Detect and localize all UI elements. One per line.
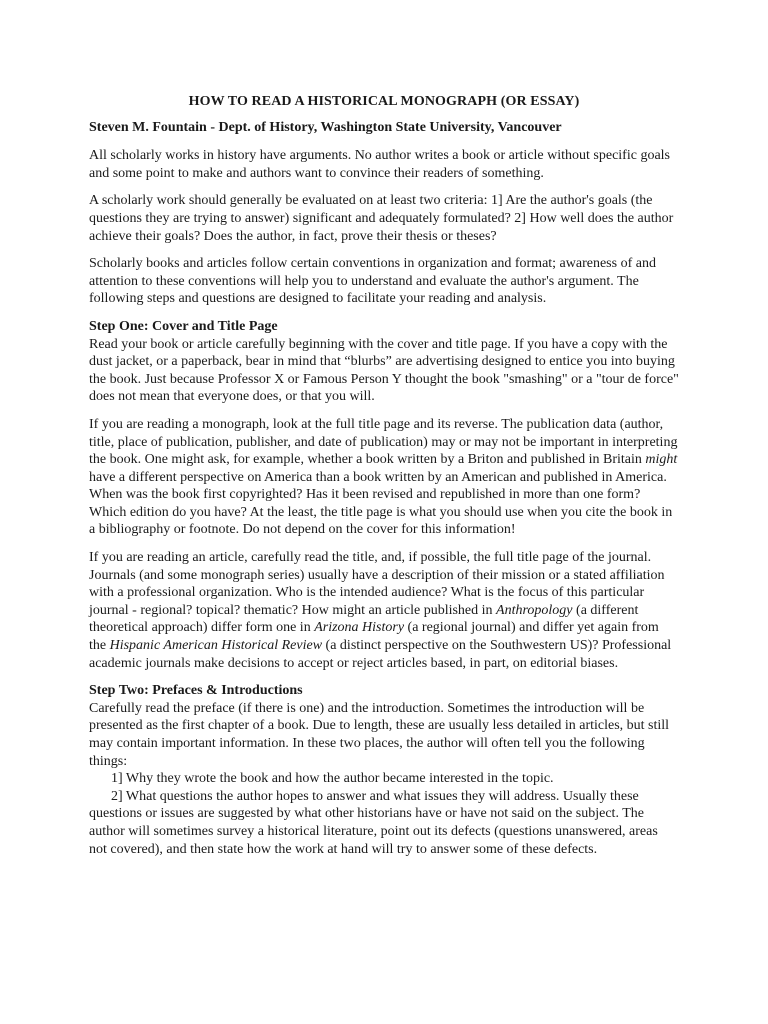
- text-run: If you are reading an article, carefully read the title, and, if possible, the full title page of the journal. Journals (and some monograph series) usually have a description of their mission or a stated affiliation with a professional organization. Who is the intended audience? What is the focus of this particular journal - regional? topical? thematic? How might an article published in: [89, 550, 665, 618]
- journal-title-anthropology: Anthropology: [496, 602, 573, 618]
- text-run: (a regional journal) and differ yet again from the: [89, 620, 659, 654]
- step-one-section: [89, 318, 679, 672]
- text-run: have a different perspective on America than a book written by an American and published in America. When was the book first copyrighted? Has it been revised and republished in more than one form? Which edition do you have? At the least, the title page is what you should use when you cite the book in a bibliography or footnote. Do not depend on the cover for this information!: [89, 469, 673, 538]
- step-two-paragraph-1: Carefully read the preface (if there is one) and the introduction. Sometimes the introduction will be presented as the first chapter of a book. Due to length, these are usually less detailed in articles, but still may contain important information. In these two places, the author will often tell you the following things:: [89, 700, 670, 769]
- intro-paragraph-2: A scholarly work should generally be evaluated on at least two criteria: 1] Are the author's goals (the questions they are trying to answer) significant and adequately formulated? 2] How well does the author achieve their goals? Does the author, in fact, prove their thesis or theses?: [89, 193, 674, 244]
- text-run: If you are reading a monograph, look at the full title page and its reverse. The publication data (author, title, place of publication, publisher, and date of publication) may or may not be important in interpreting the book. One might ask, for example, whether a book written by a Briton and published in Britain: [89, 416, 678, 468]
- journal-title-arizona-history: Arizona History: [314, 620, 405, 636]
- author-byline: Steven M. Fountain - Dept. of History, Washington State University, Vancouver: [89, 119, 562, 135]
- document-title: HOW TO READ A HISTORICAL MONOGRAPH (OR ESSAY): [188, 94, 580, 109]
- intro-paragraph-1: All scholarly works in history have arguments. No author writes a book or article without specific goals and some point to make and authors want to convince their readers of something.: [89, 148, 670, 181]
- document-page: [89, 93, 679, 858]
- emphasis-might: might: [645, 452, 678, 468]
- step-two-section: [89, 682, 679, 858]
- step-one-paragraph-1: Read your book or article carefully beginning with the cover and title page. If you have a copy with the dust jacket, or a paperback, bear in mind that “blurbs” are advertising designed to entice you into buying the book. Just because Professor X or Famous Person Y thought the book "smashing" or a "tour de force" does not mean that everyone does, or that you will.: [89, 336, 679, 405]
- journal-title-hahr: Hispanic American Historical Review: [109, 638, 323, 654]
- step-two-heading: Step Two: Prefaces & Introductions: [89, 683, 303, 699]
- step-one-paragraph-3: [89, 549, 679, 672]
- intro-paragraph-3: Scholarly books and articles follow certain conventions in organization and format; awareness of and attention to these conventions will help you to understand and evaluate the author's argument. The following steps and questions are designed to facilitate your reading and analysis.: [89, 256, 656, 307]
- step-two-list-item-1: 1] Why they wrote the book and how the author became interested in the topic.: [111, 771, 554, 787]
- step-one-paragraph-2: [89, 416, 679, 539]
- step-one-heading: Step One: Cover and Title Page: [89, 318, 278, 334]
- text-run: (a distinct perspective on the Southwestern US)? Professional academic journals make decisions to accept or reject articles based, in part, on editorial biases.: [89, 638, 672, 671]
- text-run: (a different theoretical approach) differ form one in: [89, 602, 639, 636]
- step-two-list-item-2: 2] What questions the author hopes to answer and what issues they will address. Usually these questions or issues are suggested by what other historians have or have not said on the subject. The author will sometimes survey a historical literature, point out its defects (questions unanswered, areas not covered), and then state how the work at hand will try to answer some of these defects.: [89, 788, 658, 857]
